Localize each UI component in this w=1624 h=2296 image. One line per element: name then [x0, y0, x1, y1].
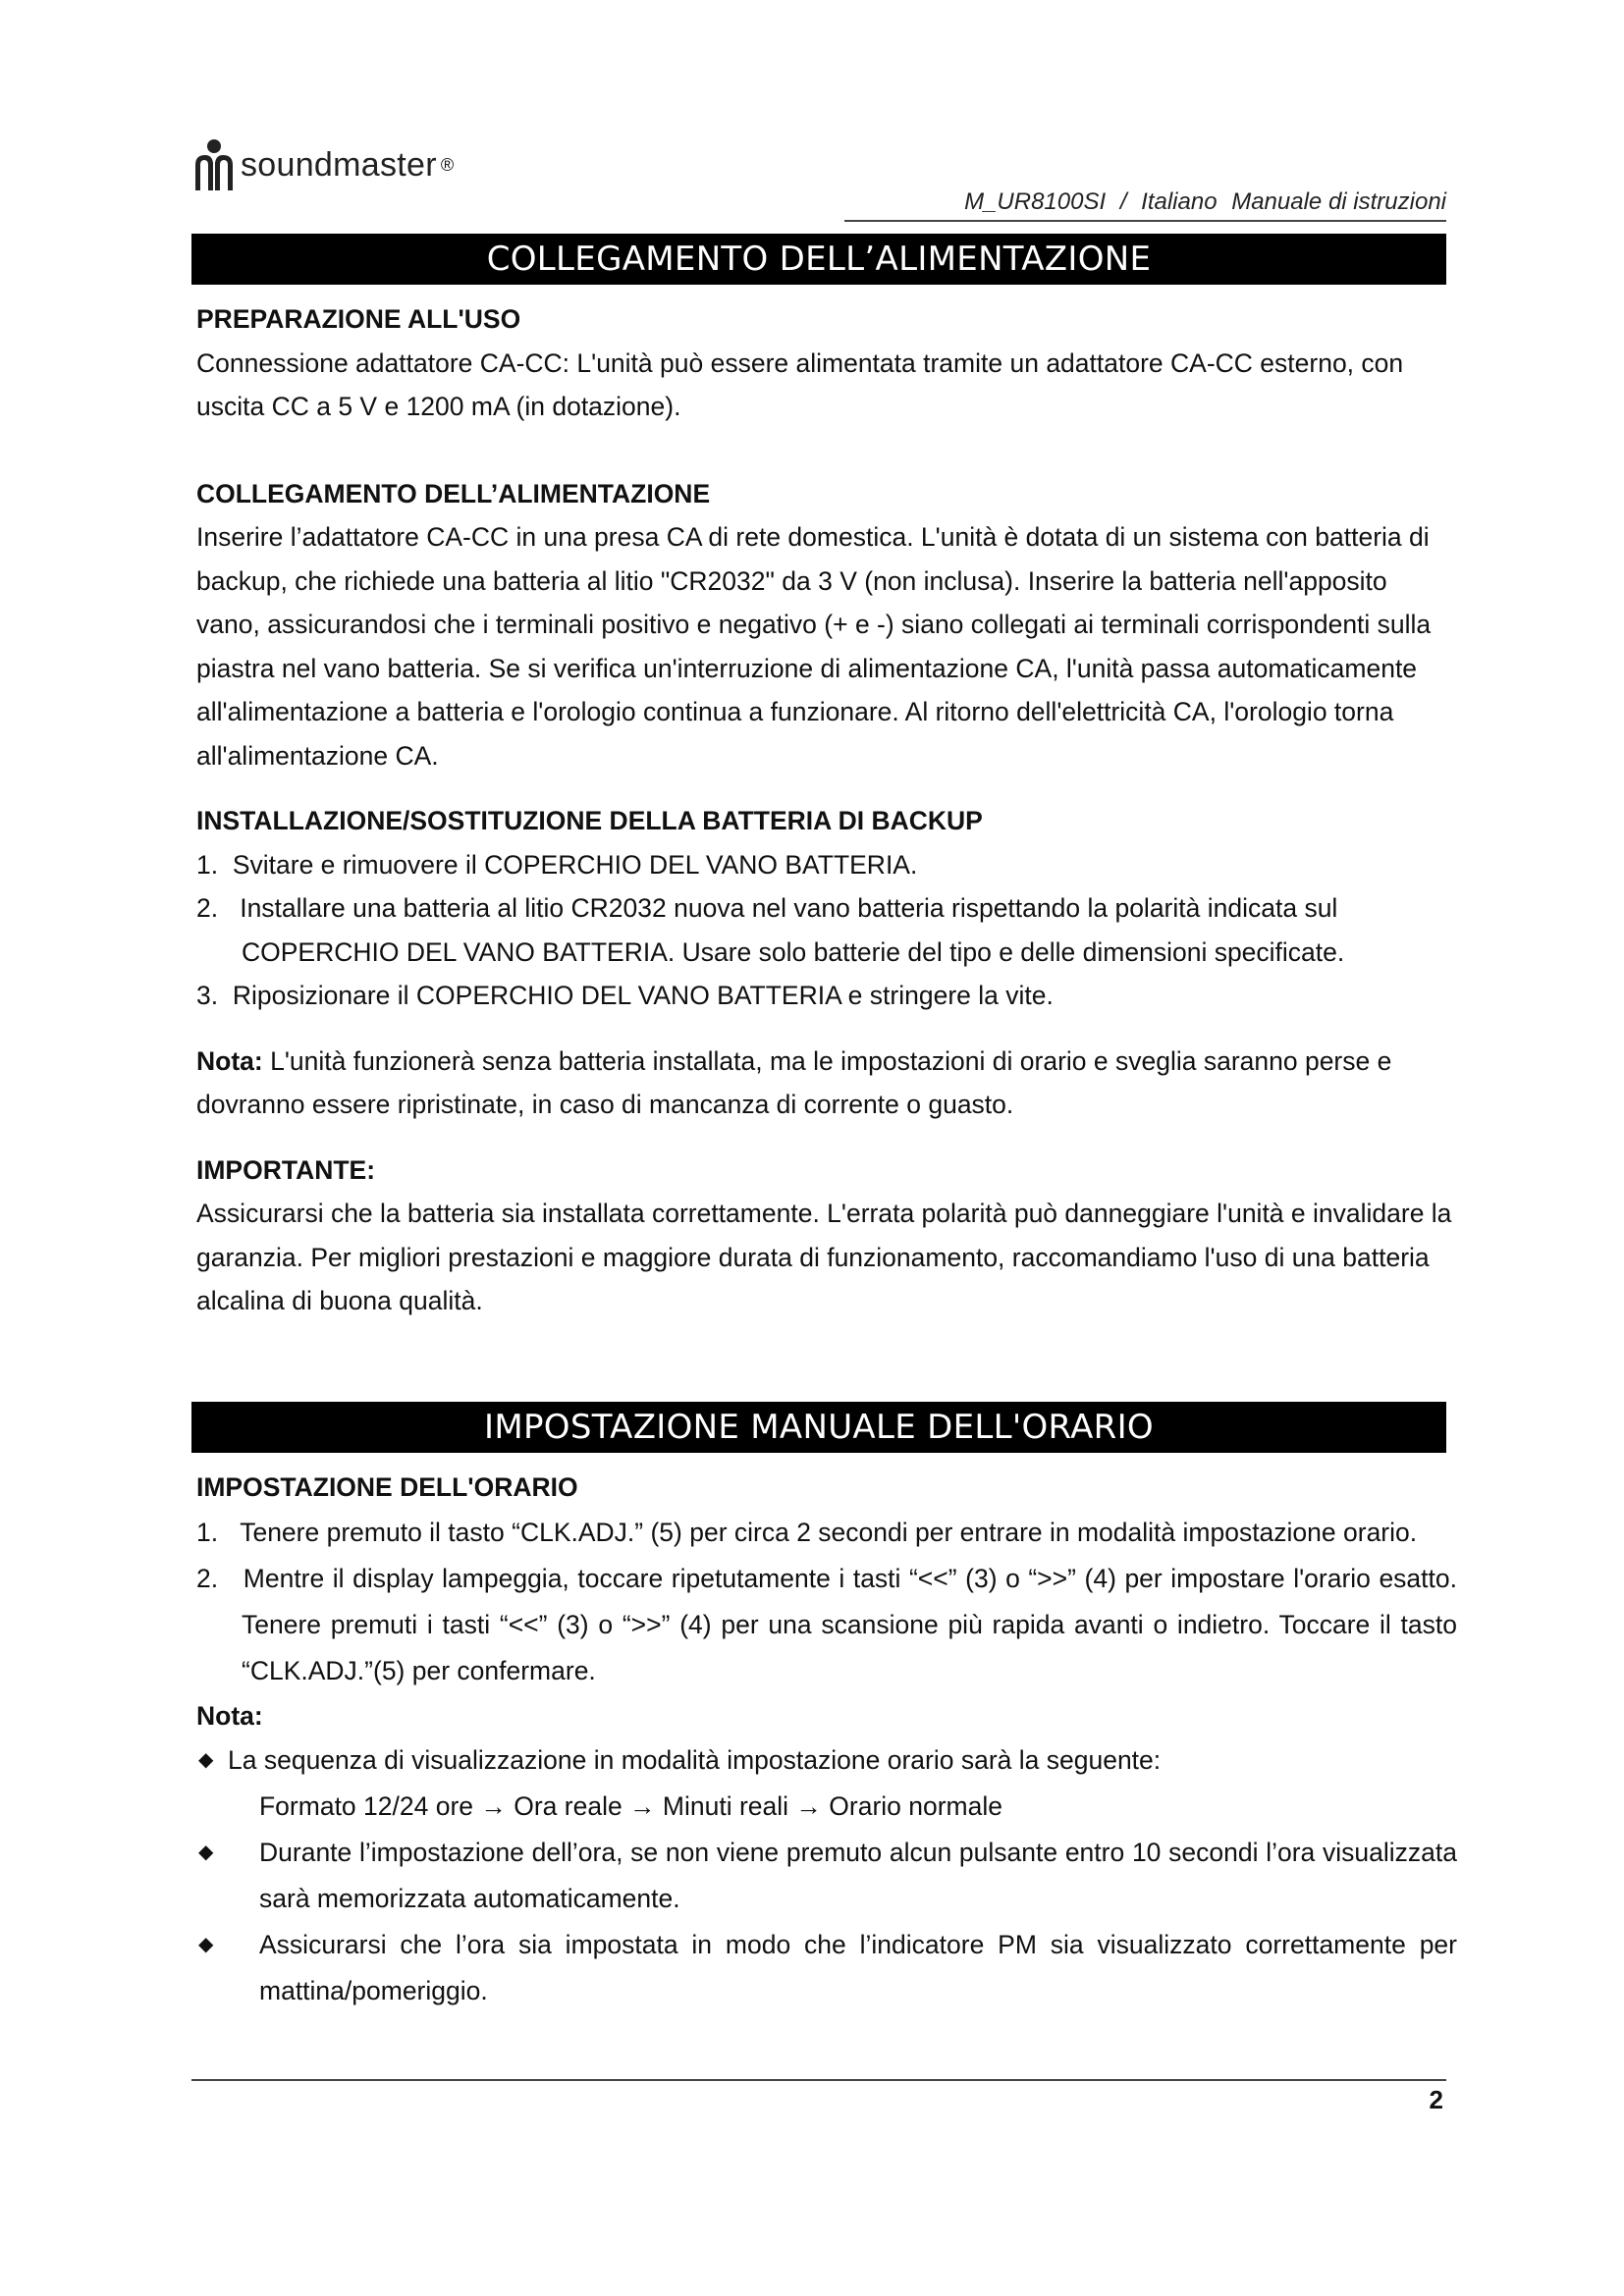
section-banner-time-setting: IMPOSTAZIONE MANUALE DELL'ORARIO [191, 1402, 1446, 1453]
document-type: Manuale di istruzioni [1231, 188, 1446, 215]
battery-note [196, 1040, 1457, 1127]
header-separator: / [1119, 188, 1127, 215]
list-item: 2. Mentre il display lampeggia, toccare ripetutamente i tasti “<<” (3) o “>>” (4) per impostare l'orario esatto. Tenere premuti i tasti “<<” (3) o “>>” (4) per una scansione più rapida avanti o indietro. Toccare il tasto “CLK.ADJ.”(5) per confermare. [196, 1563, 1457, 1685]
battery-install-heading: INSTALLAZIONE/SOSTITUZIONE DELLA BATTERIA DI BACKUP [196, 806, 983, 835]
brand-logo [191, 135, 454, 194]
important-text: Assicurarsi che la batteria sia installata correttamente. L'errata polarità può danneggiare l'unità e invalidare la garanzia. Per migliori prestazioni e maggiore durata di funzionamento, raccomandiamo l'uso di una batteria alcalina di buona qualità. [196, 1199, 1452, 1315]
bullet-icon: ◆ [198, 1934, 214, 1955]
important-heading: IMPORTANTE: [196, 1154, 376, 1185]
list-item: 1. Tenere premuto il tasto “CLK.ADJ.” (5) per circa 2 secondi per entrare in modalità impostazione orario. [196, 1517, 1418, 1547]
model-number: M_UR8100SI [964, 188, 1107, 215]
registered-mark: ® [440, 154, 455, 175]
sequence-text: Formato 12/24 ore → Ora reale → Minuti reali → Orario normale [259, 1791, 1002, 1821]
brand-name: soundmaster [241, 145, 437, 184]
time-section-content [196, 1466, 1457, 2014]
list-item: ◆ La sequenza di visualizzazione in modalità impostazione orario sarà la seguente: Formato 12/24 ore → Ora reale → Minuti reali → Orario normale [196, 1737, 1457, 1830]
list-item: 3. Riposizionare il COPERCHIO DEL VANO BATTERIA e stringere la vite. [196, 981, 1054, 1010]
power-connection-text: Inserire l’adattatore CA-CC in una presa CA di rete domestica. L'unità è dotata di un sistema con batteria di backup, che richiede una batteria al litio "CR2032" da 3 V (non inclusa). Inserire la batteria nell'apposito vano, assicurandosi che i terminali positivo e negativo (+ e -) siano collegati ai terminali corrispondenti sulla piastra nel vano batteria. Se si verifica un'interruzione di alimentazione CA, l'unità passa automaticamente all'alimentazione a batteria e l'orologio continua a funzionare. Al ritorno dell'elettricità CA, l'orologio torna all'alimentazione CA. [196, 522, 1432, 771]
power-connection-heading: COLLEGAMENTO DELL’ALIMENTAZIONE [196, 478, 711, 508]
bullet-icon: ◆ [198, 1842, 214, 1863]
list-item: 2. Installare una batteria al litio CR2032 nuova nel vano batteria rispettando la polarità indicata sul COPERCHIO DEL VANO BATTERIA. Usare solo batterie del tipo e delle dimensioni specificate. [196, 893, 1345, 967]
time-steps-list [196, 1510, 1457, 1694]
list-item: ◆ Assicurarsi che l’ora sia impostata in modo che l’indicatore PM sia visualizzato correttamente per mattina/pomeriggio. [196, 1922, 1457, 2014]
document-header [844, 188, 1446, 222]
preparation-heading: PREPARAZIONE ALL'USO [196, 304, 521, 334]
list-item: ◆ Durante l’impostazione dell’ora, se non viene premuto alcun pulsante entro 10 secondi l’ora visualizzata sarà memorizzata automaticamente. [196, 1830, 1457, 1922]
power-section-content [196, 297, 1457, 1323]
soundmaster-logo-icon [191, 137, 237, 192]
time-notes-list [196, 1737, 1457, 2014]
bullet-icon: ◆ [198, 1749, 214, 1771]
time-note-label: Nota: [196, 1700, 263, 1731]
preparation-text: Connessione adattatore CA-CC: L'unità può essere alimentata tramite un adattatore CA-CC esterno, con uscita CC a 5 V e 1200 mA (in dotazione). [196, 347, 1404, 421]
footer-divider [191, 2079, 1446, 2081]
note-text: L'unità funzionerà senza batteria installata, ma le impostazioni di orario e sveglia saranno perse e dovranno essere ripristinate, in caso di mancanza di corrente o guasto. [196, 1045, 1392, 1119]
language-label: Italiano [1141, 188, 1218, 215]
battery-steps-list [196, 843, 1457, 1018]
page-number: 2 [1429, 2085, 1443, 2114]
note-label: Nota: [196, 1045, 263, 1076]
time-setting-heading: IMPOSTAZIONE DELL'ORARIO [196, 1472, 578, 1502]
section-banner-power: COLLEGAMENTO DELL’ALIMENTAZIONE [191, 234, 1446, 285]
list-item: 1. Svitare e rimuovere il COPERCHIO DEL VANO BATTERIA. [196, 849, 918, 880]
